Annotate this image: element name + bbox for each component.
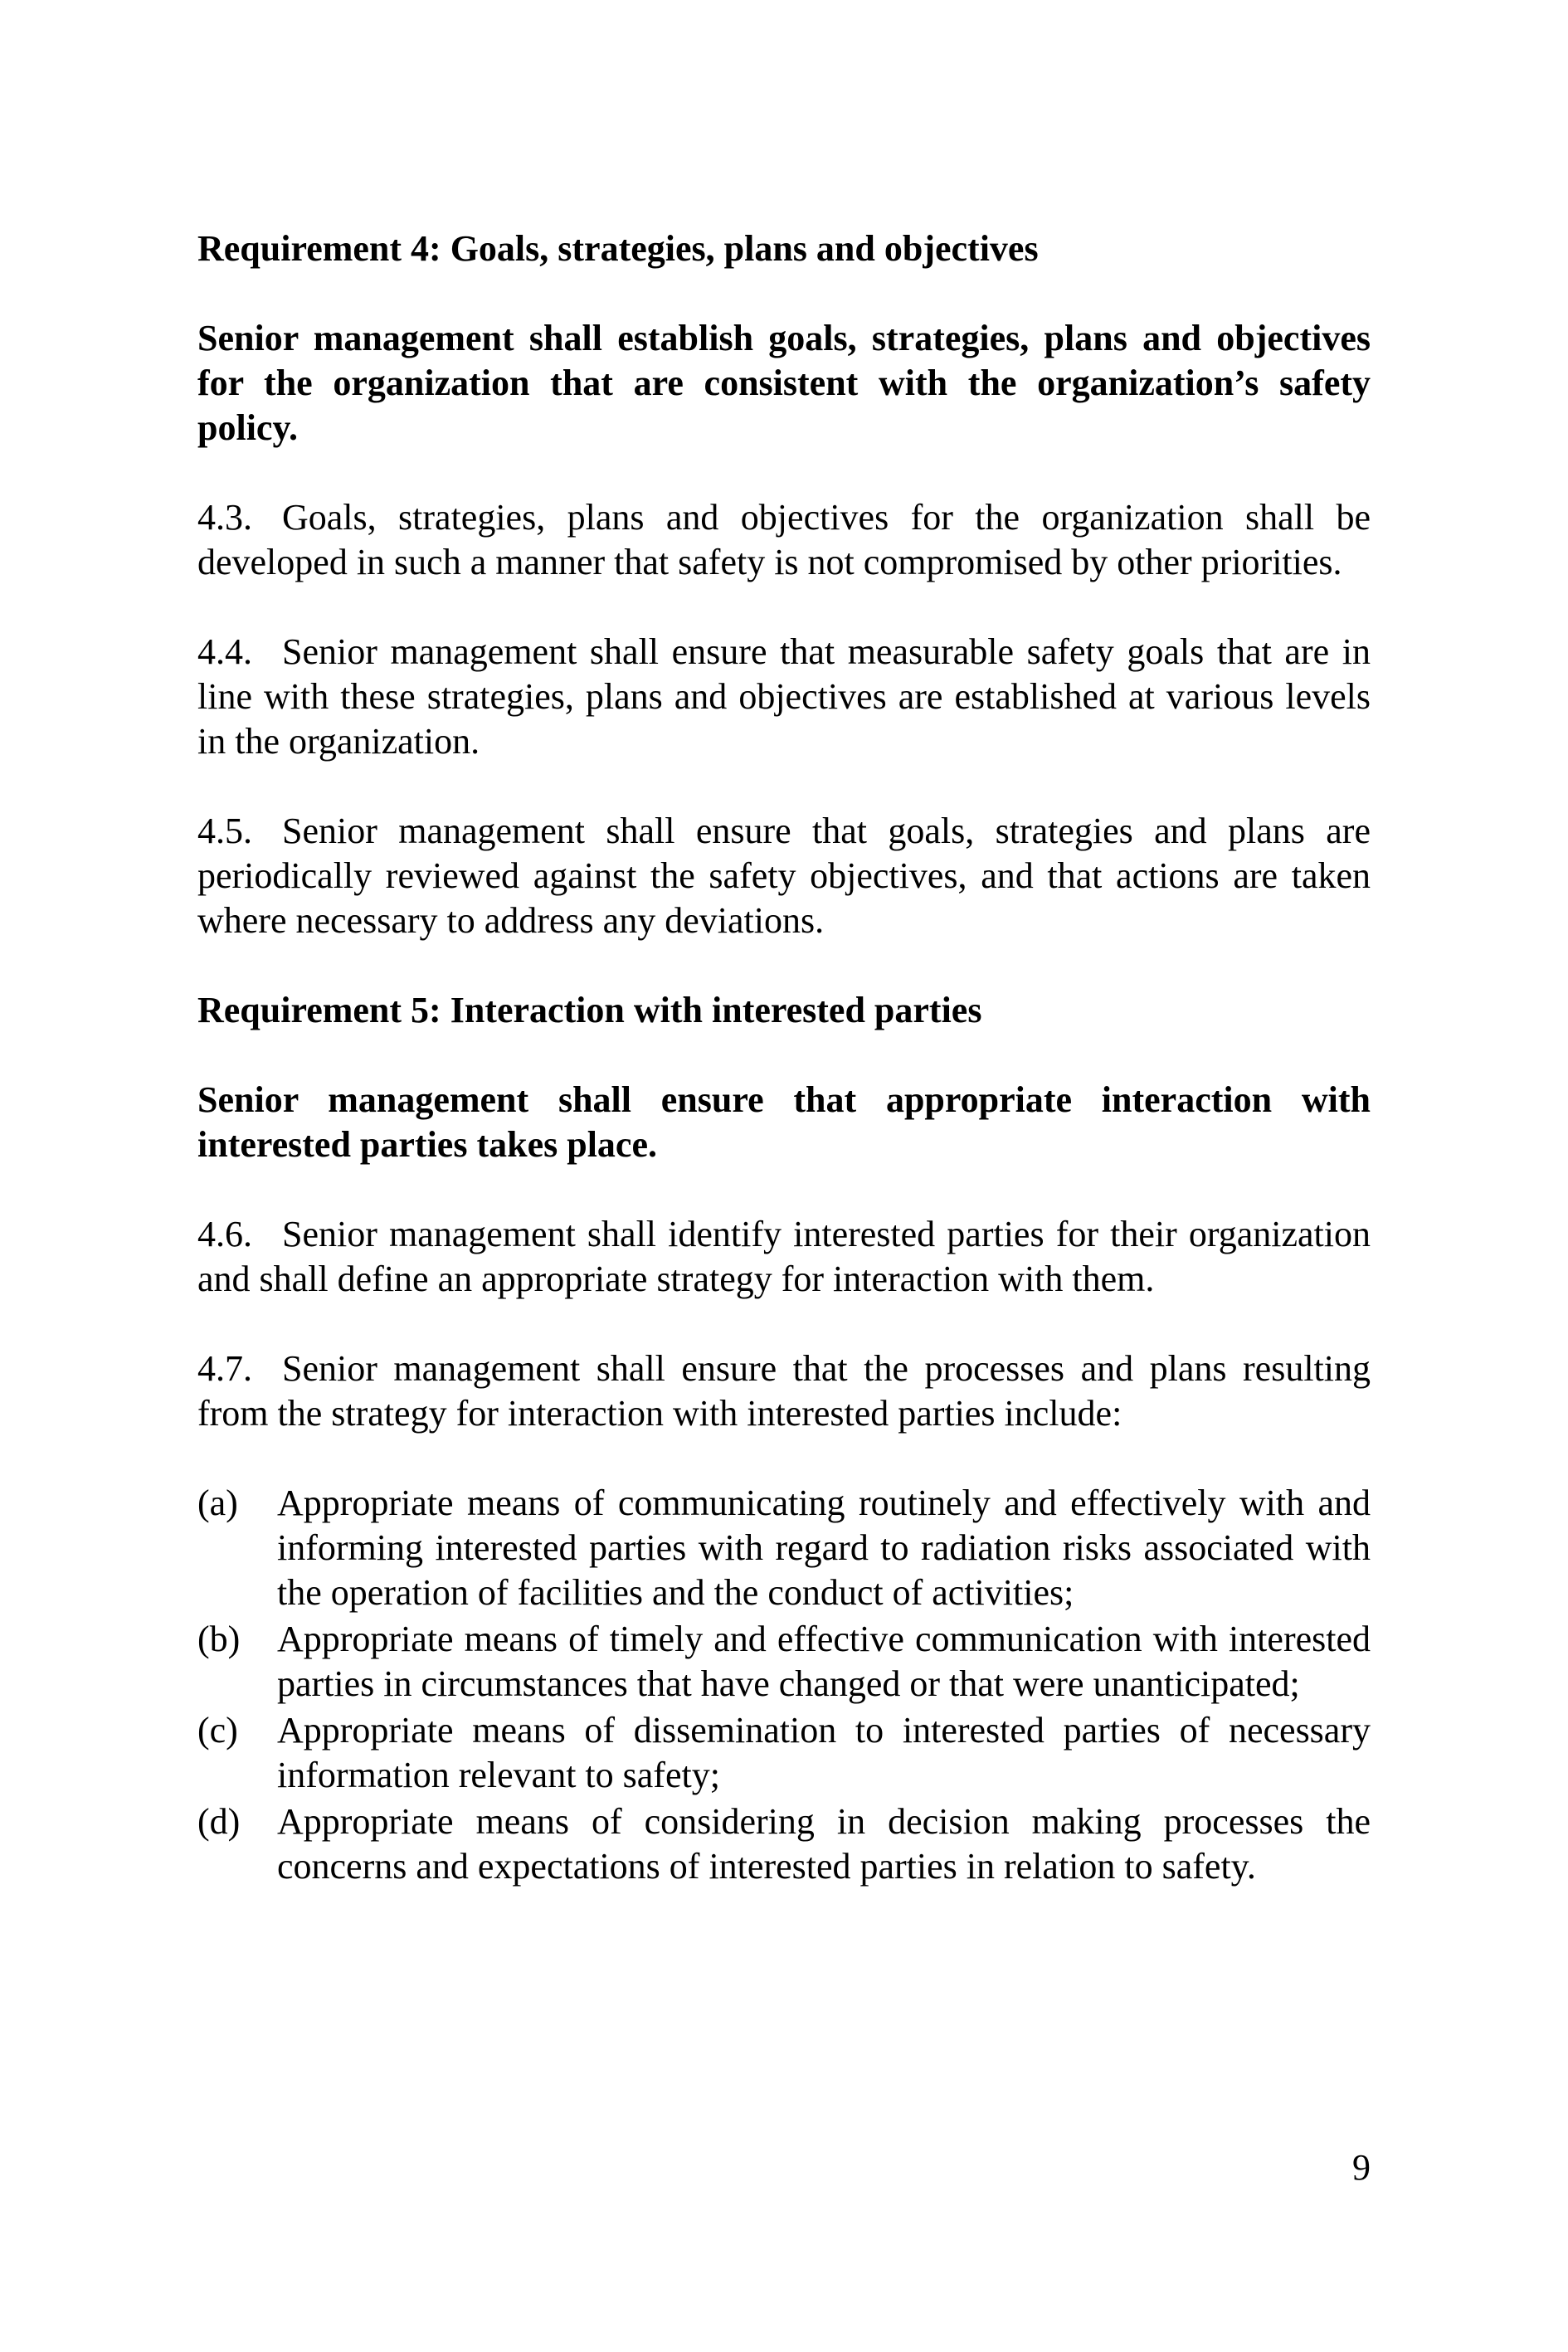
- paragraph-4-6-text: Senior management shall identify interested parties for their organization and shall define an appropriate strategy for interaction with them.: [197, 1214, 1371, 1299]
- list-item-d-text: Appropriate means of considering in decision making processes the concerns and expectations of interested parties in relation to safety.: [277, 1801, 1371, 1887]
- list-item-d: [197, 1799, 1371, 1889]
- requirement-5-statement: Senior management shall ensure that appropriate interaction with interested parties takes place.: [197, 1079, 1371, 1165]
- paragraph-4-3-number: 4.3.: [197, 497, 252, 538]
- list-item-c: [197, 1708, 1371, 1798]
- paragraph-4-3-text: Goals, strategies, plans and objectives for the organization shall be developed in such a manner that safety is not compromised by other priorities.: [197, 497, 1371, 582]
- paragraph-4-5: [197, 809, 1371, 943]
- list-item-a-text: Appropriate means of communicating routinely and effectively with and informing interested parties with regard to radiation risks associated with the operation of facilities and the conduct of activities;: [277, 1483, 1371, 1613]
- paragraph-4-5-text: Senior management shall ensure that goals, strategies and plans are periodically reviewed against the safety objectives, and that actions are taken where necessary to address any deviations.: [197, 811, 1371, 941]
- requirement-4-statement: Senior management shall establish goals, strategies, plans and objectives for the organization that are consistent with the organization’s safety policy.: [197, 318, 1371, 448]
- requirement-5-heading: Requirement 5: Interaction with interested parties: [197, 990, 982, 1030]
- paragraph-4-4: [197, 630, 1371, 764]
- paragraph-4-4-number: 4.4.: [197, 631, 252, 672]
- paragraph-4-4-text: Senior management shall ensure that measurable safety goals that are in line with these strategies, plans and objectives are established at various levels in the organization.: [197, 631, 1371, 762]
- lettered-list: [197, 1481, 1371, 1889]
- paragraph-4-6: [197, 1212, 1371, 1302]
- paragraph-4-7: [197, 1346, 1371, 1436]
- list-item-d-label: (d): [197, 1801, 241, 1842]
- paragraph-4-7-text: Senior management shall ensure that the processes and plans resulting from the strategy for interaction with interested parties include:: [197, 1348, 1371, 1434]
- list-item-c-label: (c): [197, 1710, 238, 1751]
- paragraph-4-5-number: 4.5.: [197, 811, 252, 851]
- list-item-a: [197, 1481, 1371, 1615]
- paragraph-4-3: [197, 495, 1371, 585]
- list-item-b: [197, 1617, 1371, 1707]
- list-item-c-text: Appropriate means of dissemination to interested parties of necessary information relevant to safety;: [277, 1710, 1371, 1795]
- list-item-b-text: Appropriate means of timely and effective communication with interested parties in circumstances that have changed or that were unanticipated;: [277, 1619, 1371, 1704]
- page-content: [197, 226, 1371, 1934]
- list-item-b-label: (b): [197, 1619, 241, 1659]
- paragraph-4-6-number: 4.6.: [197, 1214, 252, 1254]
- page-number: 9: [1352, 2147, 1371, 2188]
- list-item-a-label: (a): [197, 1483, 238, 1523]
- requirement-4-heading: Requirement 4: Goals, strategies, plans and objectives: [197, 228, 1039, 269]
- paragraph-4-7-number: 4.7.: [197, 1348, 252, 1389]
